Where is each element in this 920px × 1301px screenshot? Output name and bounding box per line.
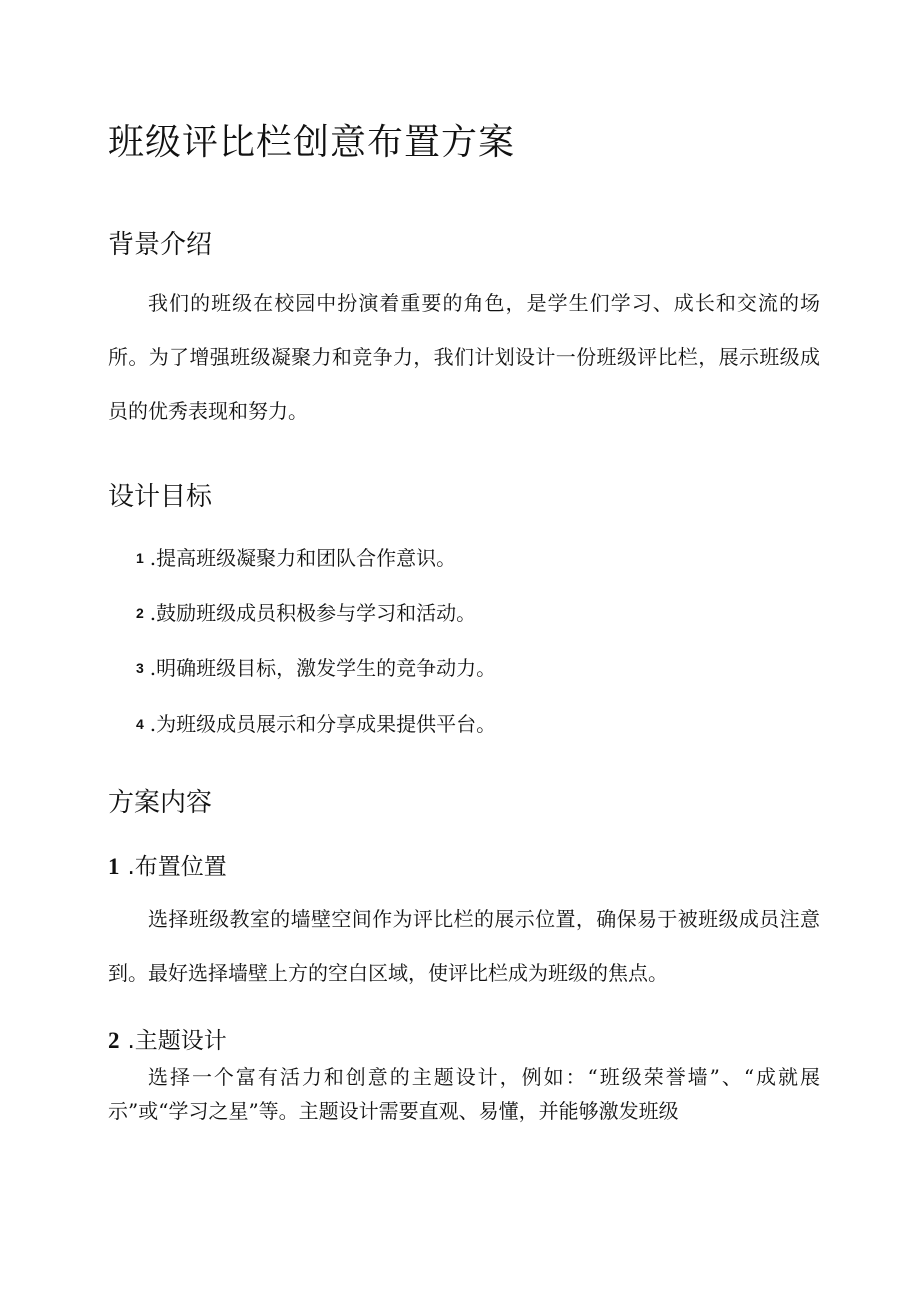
goal-item [136,652,496,681]
section-heading-background: 背景介绍 [108,230,213,260]
location-paragraph: 选择班级教室的墙壁空间作为评比栏的展示位置，确保易于被班级成员注意到。最好选择墙壁上方的空白区域，使评比栏成为班级的焦点。 [108,907,820,985]
section-heading-plan: 方案内容 [108,788,213,818]
goal-item [136,542,456,571]
subsection-title: .主题设计 [127,1028,227,1054]
goal-item-number: 1 [136,550,144,566]
goal-item-number: 3 [136,660,144,676]
background-paragraph: 我们的班级在校园中扮演着重要的角色，是学生们学习、成长和交流的场所。为了增强班级凝聚力和竞争力，我们计划设计一份班级评比栏，展示班级成员的优秀表现和努力。 [108,291,820,423]
goal-item-text: .提高班级凝聚力和团队合作意识。 [149,546,457,570]
document-title: 班级评比栏创意布置方案 [108,122,516,163]
goal-item-text: .鼓励班级成员积极参与学习和活动。 [149,601,477,625]
goal-item-text: .为班级成员展示和分享成果提供平台。 [149,712,497,736]
section-heading-goals: 设计目标 [108,482,213,512]
subsection-number: 1 [108,854,120,879]
goal-item-number: 2 [136,605,144,621]
goal-item-text: .明确班级目标，激发学生的竞争动力。 [149,656,497,680]
subsection-heading-theme [108,1022,227,1055]
goal-item [136,597,476,626]
goal-item-number: 4 [136,716,144,732]
subsection-title: .布置位置 [127,854,227,880]
theme-paragraph: 选择一个富有活力和创意的主题设计，例如：“班级荣誉墙”、“成就展示”或“学习之星”等。主题设计需要直观、易懂，并能够激发班级 [108,1065,820,1123]
goal-item [136,708,496,737]
subsection-number: 2 [108,1028,120,1053]
subsection-heading-location [108,848,227,881]
